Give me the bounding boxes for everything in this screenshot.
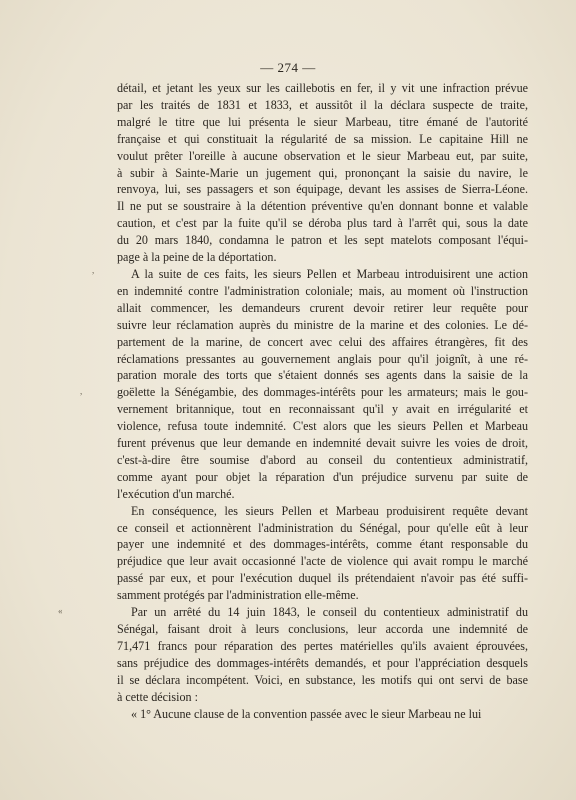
text-line: préjudice que leur avait occasionné l'acte de violence qui avait rompu le marché (117, 554, 528, 569)
text-line: « 1° Aucune clause de la convention passée avec le sieur Marbeau ne lui (131, 706, 482, 721)
paragraph (117, 706, 528, 723)
text-line: allait commencer, les demandeurs crurent devoir retirer leur requête pour (117, 300, 528, 315)
margin-mark: , (80, 386, 83, 396)
body-text (117, 80, 528, 722)
text-line: par les traités de 1831 et 1833, et aussitôt il la déclara suspecte de traite, (117, 97, 528, 112)
paragraph (117, 503, 528, 604)
text-line: Il ne put se soustraire à la détention préventive qu'en donnant bonne et valable (117, 199, 528, 214)
text-line: En conséquence, les sieurs Pellen et Marbeau produisirent requête devant (131, 503, 528, 518)
text-line: 71,471 francs pour réparation des pertes matérielles qu'ils avaient éprouvées, (117, 638, 528, 653)
text-line: comme ayant pour objet la réparation d'un préjudice survenu par suite de (117, 469, 528, 484)
paragraph (117, 604, 528, 705)
text-line: samment protégés par l'administration elle-même. (117, 588, 359, 603)
text-line: sans préjudice des dommages-intérêts demandés, et pour l'appréciation desquels (117, 655, 528, 670)
text-line: renvoya, lui, ses passagers et son équipage, devant les assises de Sierra-Léone. (117, 182, 528, 197)
text-line: suivre leur réclamation auprès du ministre de la marine et des colonies. Le dé- (117, 317, 528, 332)
margin-mark: , (92, 265, 95, 275)
text-line: caution, et c'est par la fuite qu'il se déroba plus tard à l'arrêt qui, sous la date (117, 216, 528, 231)
text-line: l'exécution d'un marché. (117, 486, 235, 501)
text-line: malgré le titre que lui présenta le sieur Marbeau, titre émané de l'autorité (117, 114, 528, 129)
margin-mark: « (58, 606, 63, 616)
text-line: partement de la marine, de concert avec celui des affaires étrangères, fit des (117, 334, 528, 349)
text-line: page à la peine de la déportation. (117, 250, 277, 265)
paragraph (117, 80, 528, 266)
text-line: goëlette la Sénégambie, des dommages-intérêts pour les armateurs; mais le gou- (117, 385, 528, 400)
text-line: violence, refusa toute indemnité. C'est alors que les sieurs Pellen et Marbeau (117, 419, 528, 434)
text-line: A la suite de ces faits, les sieurs Pellen et Marbeau introduisirent une action (131, 266, 528, 281)
text-line: en indemnité contre l'administration coloniale; mais, au moment où l'instruction (117, 283, 528, 298)
text-line: vernement britannique, tout en reconnaissant qu'il y avait en irrégularité et (117, 402, 528, 417)
text-line: Sénégal, faisant droit à leurs conclusions, leur accorda une indemnité de (117, 622, 528, 636)
text-line: ce conseil et actionnèrent l'administration du Sénégal, pour qu'elle eût à leur (117, 520, 528, 535)
text-line: voulut prêter l'oreille à aucune observation et le sieur Marbeau eut, par suite, (117, 148, 528, 163)
text-line: il se déclara incompétent. Voici, en substance, les motifs qui ont servi de base (117, 672, 528, 687)
text-line: payer une indemnité et des dommages-intérêts, comme étant responsable du (117, 537, 528, 552)
text-line: paration morale des torts que s'étaient donnés ses agents dans la saisie de la (117, 368, 528, 383)
text-line: du 20 mars 1840, condamna le patron et les sept matelots composant l'équi- (117, 233, 528, 248)
text-line: furent prévenus que leur demande en indemnité devait suivre les voies de droit, (117, 436, 528, 451)
page-number: — 274 — (260, 60, 316, 75)
paragraph (117, 266, 528, 503)
text-line: à subir à Sainte-Marie un jugement qui, prononçant la saisie du navire, le (117, 165, 528, 180)
text-line: à cette décision : (117, 689, 198, 704)
text-line: c'est-à-dire être soumise d'abord au conseil du contentieux administratif, (117, 452, 528, 467)
text-line: Par un arrêté du 14 juin 1843, le conseil du contentieux administratif du (131, 605, 528, 620)
text-line: passé par eux, et pour l'exécution duquel ils prétendaient n'avoir pas été suffi- (117, 571, 528, 586)
text-line: détail, et jetant les yeux sur les caillebotis en fer, il y vit une infraction prévue (117, 81, 528, 95)
text-line: française et qui constituait la régularité de sa mission. Le capitaine Hill ne (117, 131, 528, 146)
text-line: réclamations pressantes au gouvernement anglais pour qu'il joignît, à une ré- (117, 351, 528, 366)
